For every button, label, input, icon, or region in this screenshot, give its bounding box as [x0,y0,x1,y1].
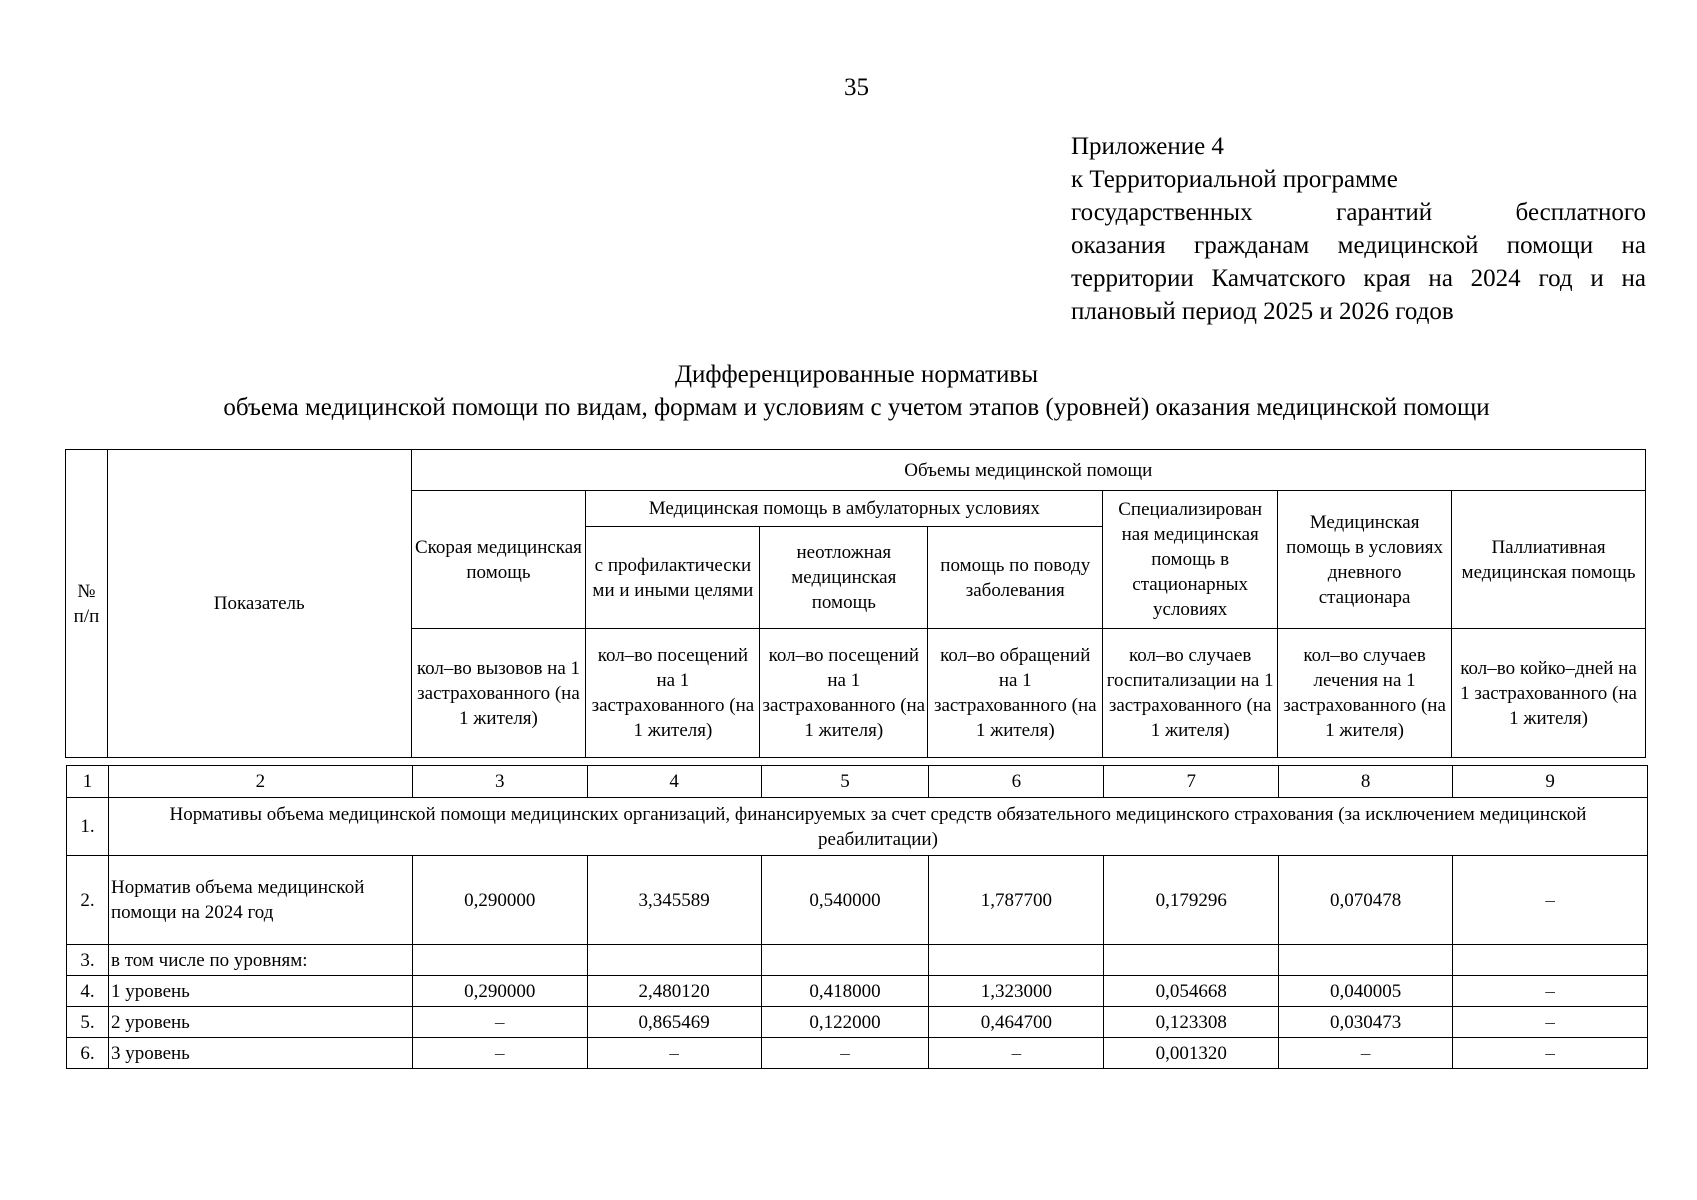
value-cell: – [1453,1038,1648,1069]
header-table [65,449,1646,758]
value-cell: – [1453,1007,1648,1038]
table-row [67,976,1648,1007]
value-cell: 0,030473 [1279,1007,1453,1038]
header-col4: с профилактически ми и иными целями [586,527,760,629]
value-cell: 3,345589 [587,856,761,945]
appendix-block [1071,130,1646,328]
section-row [67,798,1648,856]
title-line: объема медицинской помощи по видам, формам и условиям с учетом этапов (уровней) оказания медицинской помощи [223,394,1490,421]
value-cell [761,945,929,976]
value-cell: – [1453,976,1648,1007]
value-cell: 0,418000 [761,976,929,1007]
appendix-line: к Территориальной программе [1071,166,1398,193]
value-cell: 0,865469 [587,1007,761,1038]
header-col6: помощь по поводу заболевания [928,527,1103,629]
appendix-line: плановый период 2025 и 2026 годов [1071,298,1454,325]
value-cell: 1,787700 [929,856,1104,945]
section-title: Нормативы объема медицинской помощи медицинских организаций, финансируемых за счет средств обязательного медицинского страхования (за исключением медицинской реабилитации) [108,798,1647,856]
value-cell: – [1453,856,1648,945]
data-table [66,765,1648,1069]
row-number: 3. [67,945,109,976]
table-row [67,856,1648,945]
row-label: 3 уровень [108,1038,412,1069]
appendix-line: государственных гарантий бесплатного [1071,199,1646,226]
value-cell [1104,945,1279,976]
header-col3: Скорая медицинская помощь [411,491,586,629]
value-cell [412,945,587,976]
value-cell: – [412,1007,587,1038]
header-col8: Медицинская помощь в условиях дневного стационара [1278,491,1452,629]
column-number: 8 [1279,766,1453,798]
row-label: 1 уровень [108,976,412,1007]
column-number: 2 [108,766,412,798]
column-numbers-row [67,766,1648,798]
column-number: 1 [67,766,109,798]
header-ambulatory: Медицинская помощь в амбулаторных условиях [586,491,1103,527]
header-unit5: кол–во посещений на 1 застрахованного (на 1 жителя) [760,629,928,758]
column-number: 9 [1453,766,1648,798]
value-cell: 0,464700 [929,1007,1104,1038]
column-number: 6 [929,766,1104,798]
title-line: Дифференцированные нормативы [675,361,1038,388]
row-number: 5. [67,1007,109,1038]
table-row [67,1007,1648,1038]
appendix-line: оказания гражданам медицинской помощи на [1071,232,1646,259]
column-number: 5 [761,766,929,798]
value-cell [587,945,761,976]
header-col9: Паллиативная медицинская помощь [1452,491,1646,629]
value-cell: 1,323000 [929,976,1104,1007]
header-volumes: Объемы медицинской помощи [411,450,1646,491]
value-cell: 0,040005 [1279,976,1453,1007]
header-col7: Специализирован ная медицинская помощь в стационарных условиях [1103,491,1278,629]
row-label: Норматив объема медицинской помощи на 2024 год [108,856,412,945]
value-cell: 0,001320 [1104,1038,1279,1069]
value-cell: 0,054668 [1104,976,1279,1007]
value-cell: – [761,1038,929,1069]
header-unit9: кол–во койко–дней на 1 застрахованного (на 1 жителя) [1452,629,1646,758]
page-number: 35 [844,74,869,101]
value-cell: 0,122000 [761,1007,929,1038]
row-number: 1. [67,798,109,856]
value-cell: – [1279,1038,1453,1069]
table-row [67,945,1648,976]
column-number: 7 [1104,766,1279,798]
column-number: 4 [587,766,761,798]
value-cell: 0,123308 [1104,1007,1279,1038]
header-unit6: кол–во обращений на 1 застрахованного (на 1 жителя) [928,629,1103,758]
header-num: № п/п [66,450,108,758]
header-unit4: кол–во посещений на 1 застрахованного (на 1 жителя) [586,629,760,758]
row-label: в том числе по уровням: [108,945,412,976]
value-cell: 0,179296 [1104,856,1279,945]
row-label: 2 уровень [108,1007,412,1038]
value-cell: 0,070478 [1279,856,1453,945]
header-unit3: кол–во вызовов на 1 застрахованного (на 1 жителя) [411,629,586,758]
appendix-line: территории Камчатского края на 2024 год и на [1071,265,1646,292]
value-cell [1453,945,1648,976]
header-unit7: кол–во случаев госпитализации на 1 застрахованного (на 1 жителя) [1103,629,1278,758]
header-indicator: Показатель [107,450,411,758]
table-row [67,1038,1648,1069]
document-title [0,358,1697,424]
column-number: 3 [412,766,587,798]
row-number: 4. [67,976,109,1007]
value-cell: 2,480120 [587,976,761,1007]
row-number: 2. [67,856,109,945]
value-cell: – [587,1038,761,1069]
appendix-line: Приложение 4 [1071,133,1224,160]
value-cell [929,945,1104,976]
row-number: 6. [67,1038,109,1069]
header-unit8: кол–во случаев лечения на 1 застрахованного (на 1 жителя) [1278,629,1452,758]
value-cell: – [412,1038,587,1069]
header-col5: неотложная медицинская помощь [760,527,928,629]
value-cell: 0,290000 [412,976,587,1007]
value-cell [1279,945,1453,976]
value-cell: – [929,1038,1104,1069]
value-cell: 0,290000 [412,856,587,945]
value-cell: 0,540000 [761,856,929,945]
